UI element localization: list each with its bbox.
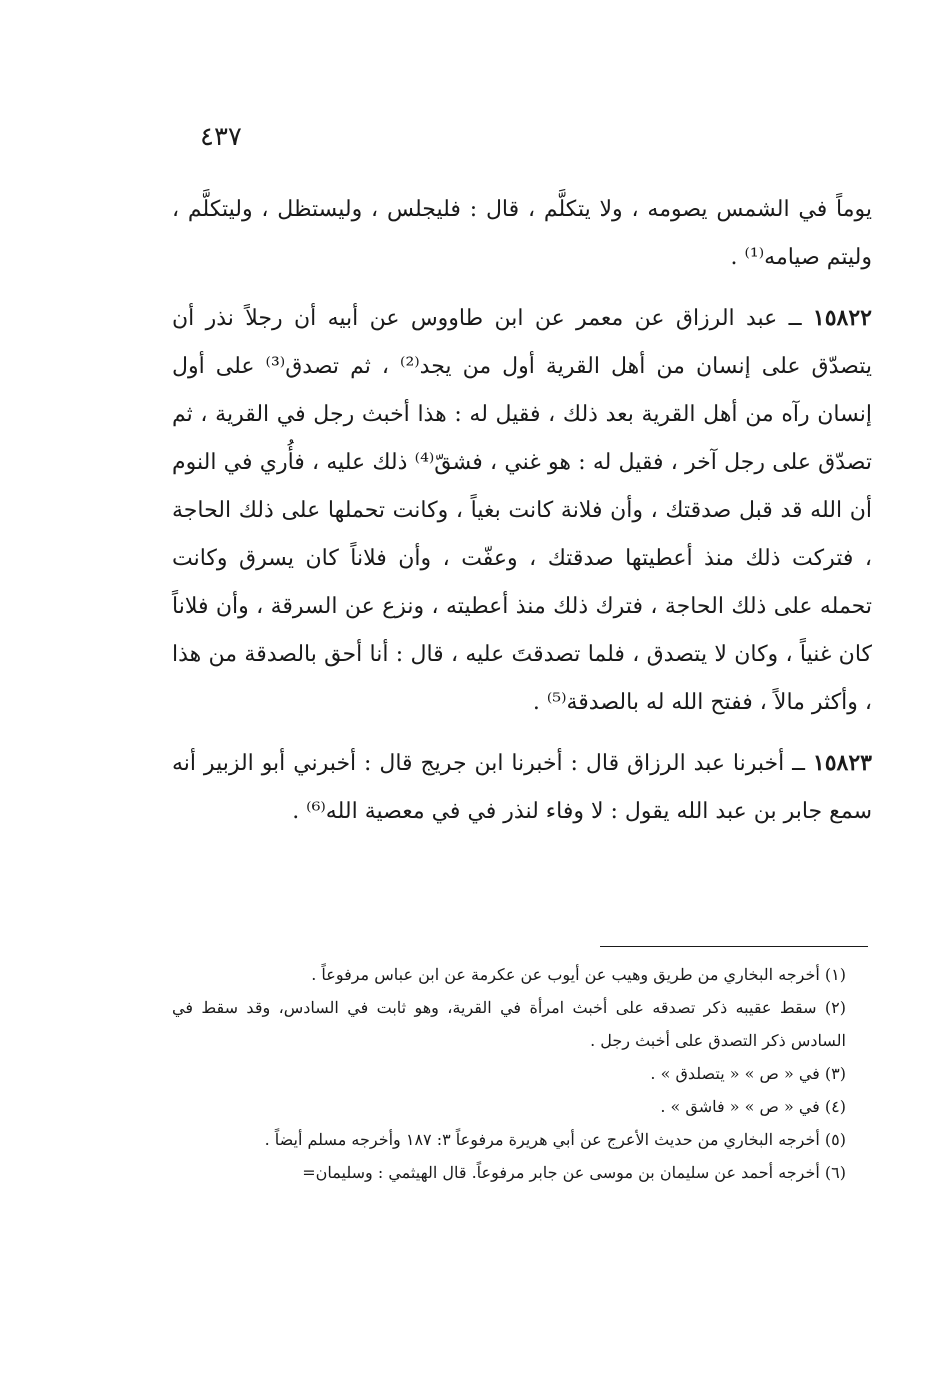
page-number: ٤٣٧ xyxy=(200,122,242,152)
footnote-4: (٤) في « ص » « فاشق » . xyxy=(660,1097,846,1116)
footnote-2: (٢) سقط عقيبه ذكر تصدقه على أخبث امرأة في القرية، وهو ثابت في السادس، وقد سقط في السادس ذكر التصدق على أخبث رجل . xyxy=(172,998,846,1050)
entry-text: ــ عبد الرزاق عن معمر عن ابن طاووس عن أبيه أن رجلاً نذر أن يتصدّق على إنسان من أهل القرية أول من يجد⁽²⁾ ، ثم تصدق⁽³⁾ على أول إنسان رآه من أهل القرية بعد ذلك ، فقيل له : هذا أخبث رجل في القرية ، ثم تصدّق على رجل آخر ، فقيل له : هو غني ، فشقّ⁽⁴⁾ ذلك عليه ، فأُري في النوم أن الله قد قبل صدقتك ، وأن فلانة كانت بغياً ، وكانت تحملها على ذلك الحاجة ، فتركت ذلك منذ أعطيتها صدقتك ، وعفّت ، وأن فلاناً كان يسرق وكانت تحمله على ذلك الحاجة ، فترك ذلك منذ أعطيته ، ونزع عن السرقة ، وأن فلاناً كان غنياً ، وكان لا يتصدق ، فلما تصدقتَ عليه ، قال : أنا أحق بالصدقة من هذا ، وأكثر مالاً ، ففتح الله له بالصدقة⁽⁵⁾ . xyxy=(172,306,873,715)
entry-number: ١٥٨٢٣ xyxy=(812,750,872,776)
footnote-6: (٦) أخرجه أحمد عن سليمان بن موسى عن جابر مرفوعاً. قال الهيثمي : وسليمان= xyxy=(302,1163,846,1182)
hadith-15822 xyxy=(172,294,872,727)
hadith-15823 xyxy=(172,739,872,836)
footnote-3: (٣) في « ص » « يتصلدق » . xyxy=(650,1064,846,1083)
footnote-1: (١) أخرجه البخاري من طريق وهيب عن أيوب عن عكرمة عن ابن عباس مرفوعاً . xyxy=(311,965,846,984)
entry-number: ١٥٨٢٢ xyxy=(812,305,872,331)
footnotes xyxy=(172,958,872,1189)
footnote-divider xyxy=(600,946,868,947)
footnote-5: (٥) أخرجه البخاري من حديث الأعرج عن أبي هريرة مرفوعاً ٣: ١٨٧ وأخرجه مسلم أيضاً . xyxy=(264,1130,846,1149)
paragraph-continuation: يوماً في الشمس يصومه ، ولا يتكلَّم ، قال : فليجلس ، وليستظل ، وليتكلَّم ، وليتم صيامه⁽¹⁾ . xyxy=(172,197,872,270)
main-text xyxy=(172,186,872,848)
entry-text: ــ أخبرنا عبد الرزاق قال : أخبرنا ابن جريج قال : أخبرني أبو الزبير أنه سمع جابر بن عبد الله يقول : لا وفاء لنذر في في معصية الله⁽⁶⁾ . xyxy=(172,751,872,824)
